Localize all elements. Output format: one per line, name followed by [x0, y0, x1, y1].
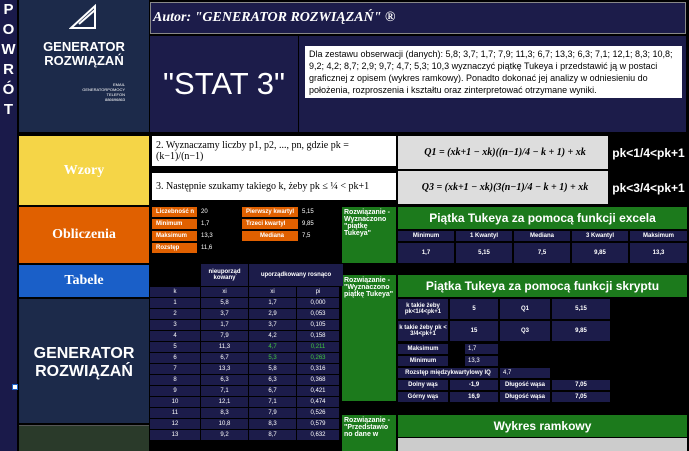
script-iq-value: 4,7: [500, 368, 550, 378]
thumbnail-preview[interactable]: [19, 425, 149, 451]
table-cell: 11: [150, 408, 200, 418]
whisker-length-label: Długość wąsa: [500, 392, 550, 402]
boxplot-area: [398, 438, 687, 451]
stat-label: Minimum: [152, 219, 197, 229]
logo-bottom: [19, 299, 149, 423]
table-cell: 12,1: [201, 397, 248, 407]
quartile-value: 5,15: [299, 207, 339, 217]
script-k-value: 5: [450, 299, 498, 319]
table-cell: 0,579: [297, 419, 339, 429]
logo-line1: GENERATOR: [33, 345, 135, 362]
nav-wzory-button[interactable]: Wzory: [19, 136, 149, 205]
nav-obliczenia-button[interactable]: Obliczenia: [19, 207, 149, 263]
stat-value: 20: [198, 207, 238, 217]
table-cell: 6,7: [249, 386, 296, 396]
logo-top: [19, 0, 149, 132]
formula-pk: 2. Wyznaczamy liczby p1, p2, ..., pn, gdzie pk = (k−1)/(n−1): [152, 136, 396, 166]
script-q-value: 5,15: [552, 299, 610, 319]
table-cell: 12: [150, 419, 200, 429]
table-cell: 0,632: [297, 430, 339, 440]
table-cell: 3: [150, 320, 200, 330]
table-cell: 13: [150, 430, 200, 440]
col-header: xi: [201, 287, 248, 297]
stat-title: "STAT 3": [150, 36, 298, 132]
letter: W: [1, 41, 16, 58]
table-cell: 5,8: [201, 298, 248, 308]
table-cell: 0,158: [297, 331, 339, 341]
pk-quarter-label: pk<1/4<pk+1: [610, 136, 687, 169]
excel-value: 7,5: [514, 243, 570, 263]
excel-value: 5,15: [456, 243, 512, 263]
whisker-length-label: Długość wąsa: [500, 380, 550, 390]
col-header: pi: [297, 287, 339, 297]
quartile-value: 7,5: [299, 231, 339, 241]
quartile-label: Trzeci kwartyl: [242, 219, 298, 229]
formula-k-quarter: 3. Następnie szukamy takiego k, żeby pk ≤ ¼ < pk+1: [152, 173, 396, 200]
table-header-blank: [150, 264, 200, 286]
table-cell: 0,053: [297, 309, 339, 319]
table-cell: 0,526: [297, 408, 339, 418]
boxplot-title: Wykres ramkowy: [398, 415, 687, 437]
excel-header: Minimum: [398, 231, 454, 241]
nav-tabele-button[interactable]: Tabele: [19, 265, 149, 297]
logo-line2: ROZWIĄZAŃ: [35, 363, 133, 380]
logo-small: EMAIL: [112, 82, 125, 87]
table-cell: 10: [150, 397, 200, 407]
script-q-value: 9,85: [552, 321, 610, 341]
boxplot-side-label: Rozwiązanie - "Przedstawio no dane w: [342, 415, 396, 451]
table-cell: 9: [150, 386, 200, 396]
table-cell: 2,9: [249, 309, 296, 319]
letter: R: [3, 61, 14, 78]
quartile-label: Pierwszy kwartyl: [242, 207, 298, 217]
whisker-label: Dolny wąs: [398, 380, 448, 390]
excel-value: 13,3: [630, 243, 687, 263]
stat-label: Maksimum: [152, 231, 197, 241]
table-cell: 13,3: [201, 364, 248, 374]
script-k-value: 15: [450, 321, 498, 341]
table-cell: 11,3: [201, 342, 248, 352]
excel-value: 1,7: [398, 243, 454, 263]
table-cell: 7,1: [201, 386, 248, 396]
whisker-value: 16,9: [450, 392, 498, 402]
table-cell: 7,9: [201, 331, 248, 341]
stat-label: Liczebność n: [152, 207, 197, 217]
table-cell: 0,316: [297, 364, 339, 374]
selection-handle[interactable]: [12, 384, 18, 390]
excel-header: 3 Kwantyl: [572, 231, 628, 241]
logo-line1: GENERATOR: [43, 39, 125, 54]
stat-label: Rozstęp: [152, 243, 197, 253]
table-cell: 1: [150, 298, 200, 308]
table-cell: 6,3: [249, 375, 296, 385]
table-header: [150, 264, 340, 286]
script-min-label: Minimum: [398, 356, 448, 366]
letter: Ó: [2, 81, 15, 98]
whisker-value: -1,9: [450, 380, 498, 390]
table-header-ordered: uporządkowany rosnąco: [249, 264, 343, 286]
stat-value: 11,6: [198, 243, 238, 253]
excel-header: 1 Kwantyl: [456, 231, 512, 241]
table-cell: 0,421: [297, 386, 339, 396]
table-cell: 4,7: [249, 342, 296, 352]
table-cell: 7,9: [249, 408, 296, 418]
script-k-label: k takie żeby pk < 3/4<pk+1: [398, 321, 448, 341]
whisker-length-value: 7,05: [552, 392, 610, 402]
logo-small: 886696863: [104, 97, 125, 102]
formula-q3: Q3 = (xk+1 − xk)(3(n−1)/4 − k + 1) + xk: [398, 171, 608, 204]
table-cell: 0,000: [297, 298, 339, 308]
quartile-label: Mediana: [242, 231, 298, 241]
letter: O: [2, 21, 15, 38]
script-q-label: Q3: [500, 321, 550, 341]
table-body: [150, 298, 340, 440]
stat-value: 1,7: [198, 219, 238, 229]
table-cell: 0,211: [297, 342, 339, 352]
table-cell: 7: [150, 364, 200, 374]
table-cell: 8,3: [249, 419, 296, 429]
description-text: Dla zestawu obserwacji (danych): 5,8; 3,7; 1,7; 7,9; 11,3; 6,7; 13,3; 6,3; 7,1; 12,1; 8,3; 10,8; 9,2; 4,2; 8,7; 2,9; 9,7; 4,7; 5,3; 10,3 wyznaczyć piątkę Tukeya i przedstawić ją w postaci graficznej z opisem (wykres ramkowy). Ponadto dokonać jej analizy w odniesieniu do położenia, rozproszenia i kształtu oraz zinterpretować otrzymane wyniki.: [305, 46, 682, 98]
table-cell: 4: [150, 331, 200, 341]
table-cell: 0,263: [297, 353, 339, 363]
script-q-label: Q1: [500, 299, 550, 319]
table-cell: 2: [150, 309, 200, 319]
excel-header: Mediana: [514, 231, 570, 241]
table-cell: 3,7: [249, 320, 296, 330]
table-cell: 8,3: [201, 408, 248, 418]
script-side-label: Rozwiązanie - "Wyznaczono piątkę Tukeya": [342, 275, 396, 401]
script-max-label: Maksimum: [398, 344, 448, 354]
whisker-label: Górny wąs: [398, 392, 448, 402]
table-cell: 1,7: [201, 320, 248, 330]
letter: P: [3, 1, 14, 18]
description-panel: [299, 36, 686, 132]
table-cell: 5,8: [249, 364, 296, 374]
col-header: k: [150, 287, 200, 297]
data-table: [150, 287, 340, 297]
script-title: Piątka Tukeya za pomocą funkcji skryptu: [398, 275, 687, 297]
excel-title: Piątka Tukeya za pomocą funkcji excela: [398, 207, 687, 229]
script-max-value: 1,7: [465, 344, 498, 354]
excel-side-label: Rozwiązanie - Wyznaczono "piątkę Tukeya": [342, 207, 396, 263]
script-k-label: k takie żeby pk<1/4<pk+1: [398, 299, 448, 319]
logo-small: TELEFON: [106, 92, 125, 97]
excel-header: Maksimum: [630, 231, 687, 241]
table-cell: 5: [150, 342, 200, 352]
table-cell: 8,7: [249, 430, 296, 440]
table-cell: 6,3: [201, 375, 248, 385]
table-cell: 7,1: [249, 397, 296, 407]
pencil-triangle-icon: [69, 4, 99, 30]
col-header: xi: [249, 287, 296, 297]
table-cell: 1,7: [249, 298, 296, 308]
formula-q1: Q1 = (xk+1 − xk)((n−1)/4 − k + 1) + xk: [398, 136, 608, 169]
table-cell: 0,105: [297, 320, 339, 330]
script-min-value: 13,3: [465, 356, 498, 366]
script-iq-label: Rozstęp międzykwartylowy IQ: [398, 368, 498, 378]
table-cell: 5,3: [249, 353, 296, 363]
stat-value: 13,3: [198, 231, 238, 241]
excel-value: 9,85: [572, 243, 628, 263]
pk-three-quarter-label: pk<3/4<pk+1: [610, 171, 687, 204]
table-cell: 0,474: [297, 397, 339, 407]
table-cell: 0,368: [297, 375, 339, 385]
table-cell: 9,2: [201, 430, 248, 440]
whisker-length-value: 7,05: [552, 380, 610, 390]
table-header-unordered: nieuporząd kowany: [201, 264, 248, 286]
table-cell: 4,2: [249, 331, 296, 341]
table-cell: 10,8: [201, 419, 248, 429]
table-cell: 6: [150, 353, 200, 363]
quartile-value: 9,85: [299, 219, 339, 229]
table-cell: 6,7: [201, 353, 248, 363]
table-cell: 3,7: [201, 309, 248, 319]
table-cell: 8: [150, 375, 200, 385]
logo-small: GENERATORPOMOCY: [82, 87, 125, 92]
letter: T: [3, 101, 14, 118]
logo-line2: ROZWIĄZAŃ: [44, 53, 124, 68]
author-header: Autor: "GENERATOR ROZWIĄZAŃ" ®: [150, 2, 686, 34]
